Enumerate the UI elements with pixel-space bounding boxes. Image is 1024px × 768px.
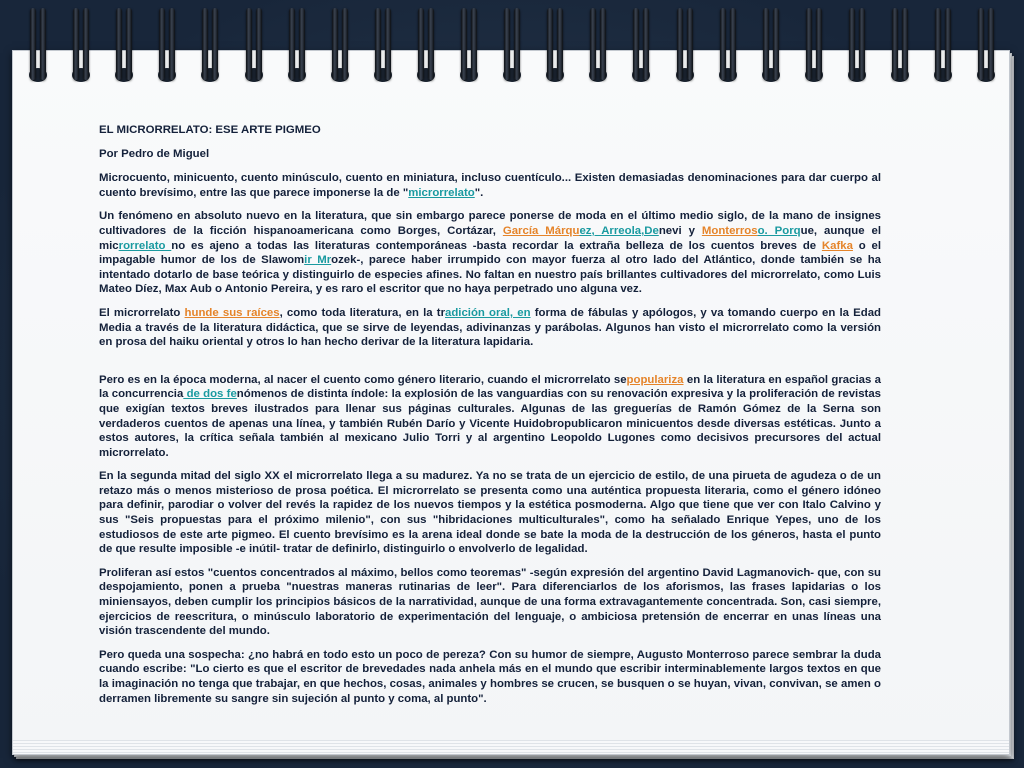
paragraph-5: En la segunda mitad del siglo XX el microrrelato llega a su madurez. Ya no se trata de un ejercicio de estilo, de una pirueta de agudeza o de un retazo más o menos misterioso de prosa poética. El microrrelato se presenta como una auténtica propuesta literaria, como el género idóneo para definir, parodiar o volver del revés la rapidez de los nuevos tiempos y la estética posmoderna. Algo que tiene que ver con Italo Calvino y sus "Seis propuestas para el próximo milenio", con sus "hibridaciones multiculturales", como ha señalado Enrique Yepes, uno de los estudiosos de este arte pigmeo. El cuento brevísimo es la arena ideal donde se bate la moda de la destrucción de los géneros, hasta el punto de que resulte imposible -e inútil- tratar de definirlo, distinguirlo o envolverlo de legalidad. bbox=[99, 470, 881, 556]
link-tradicion-oral[interactable]: adición oral, en bbox=[445, 306, 531, 319]
text-run: ue, aunque el mic bbox=[99, 224, 881, 252]
link-mrozek[interactable]: ir Mr bbox=[304, 254, 332, 267]
spiral-binding-ring-icon bbox=[890, 8, 910, 92]
spiral-binding-ring-icon bbox=[373, 8, 393, 92]
link-microrrelato[interactable]: microrrelato bbox=[408, 186, 475, 199]
spiral-binding-ring-icon bbox=[200, 8, 220, 92]
spiral-binding-ring-icon bbox=[287, 8, 307, 92]
link-porque[interactable]: o. Porq bbox=[757, 224, 801, 237]
spiral-binding-ring-icon bbox=[804, 8, 824, 92]
spiral-binding-ring-icon bbox=[114, 8, 134, 92]
spiral-binding-ring-icon bbox=[244, 8, 264, 92]
paragraph-6: Proliferan así estos "cuentos concentrados al máximo, bellos como teoremas" -según expresión del argentino David Lagmanovich- que, con su despojamiento, ponen a prueba "nuestras maneras rutinarias de leer". Para diferenciarlos de los aforismos, las frases lapidarias o los miniensayos, deben cumplir los principios básicos de la narratividad, aunque de una forma extravagantemente concentrada. Son, casi siempre, ejercicios de reescritura, o minúsculo laboratorio de experimentación del lenguaje, o ambiciosa pretensión de encerrar en unas líneas una visión trascendente del mundo. bbox=[99, 566, 881, 638]
text-run: ". bbox=[474, 186, 484, 199]
text-run: Microcuento, minicuento, cuento minúsculo, cuento en miniatura, incluso cuentículo... Existen demasiadas denominaciones para dar cuerpo al cuento brevísimo, entre las que parece imponerse la de " bbox=[99, 172, 881, 199]
paragraph-1 bbox=[99, 171, 881, 200]
spiral-binding-ring-icon bbox=[545, 8, 565, 92]
spiral-binding-ring-icon bbox=[416, 8, 436, 92]
spiral-binding-ring-icon bbox=[847, 8, 867, 92]
spacer bbox=[99, 359, 881, 373]
text-run: ozek-, parece haber irrumpido con mayor fuerza al otro lado del Atlántico, donde también se ha intentado dotarlo de base teórica y distinguirlo de especies afines. No faltan en nuestro país brillantes cultivadores del microrrelato, como Luis Mateo Díez, Max Aub o Antonio Pereira, y es raro el escritor que no haya perpetrado uno alguna vez. bbox=[99, 254, 881, 296]
spiral-binding-ring-icon bbox=[675, 8, 695, 92]
paragraph-4 bbox=[99, 373, 881, 461]
author-line: Por Pedro de Miguel bbox=[99, 147, 210, 160]
link-garcia-marquez[interactable]: García Márqu bbox=[502, 224, 580, 237]
spiral-binding-ring-icon bbox=[718, 8, 738, 92]
spiral-binding-ring-icon bbox=[28, 8, 48, 92]
spiral-binding-ring-icon bbox=[933, 8, 953, 92]
text-run: nómenos de distinta índole: la explosión de las vanguardias con su renovación expresiva y la proliferación de revistas que exigían textos breves ilustrados para llenar sus páginas culturales. Algunas de las greguerías de Ramón Gómez de la Serna son verdaderos cuentos de apenas una línea, y también Rubén Darío y Vicente Huidobropublicaron minicuentos desde diversas estéticas. Junto a estos autores, la crítica señala también al mexicano Julio Torri y al argentino Leopoldo Lugones como decisivos precursores del actual microrrelato. bbox=[99, 388, 881, 459]
link-de-dos-fenomenos[interactable]: de dos fe bbox=[183, 388, 237, 401]
link-arreola[interactable]: ez, Arreola,De bbox=[579, 224, 659, 237]
paragraph-2 bbox=[99, 209, 881, 297]
spiral-binding-ring-icon bbox=[631, 8, 651, 92]
paragraph-7: Pero queda una sospecha: ¿no habrá en todo esto un poco de pereza? Con su humor de siempre, Augusto Monterroso parece sembrar la duda cuando escribe: "Lo cierto es que el escritor de brevedades nada anhela más en el mundo que escribir interminablemente largos textos en que la imaginación no tenga que trabajar, en que hechos, cosas, animales y hombres se crucen, se busquen o se huyan, vivan, convivan, se amen o derramen libremente su sangre sin sujeción al punto y coma, al punto". bbox=[99, 648, 881, 705]
text-run: , como toda literatura, en la tr bbox=[279, 306, 446, 319]
spiral-binding-ring-icon bbox=[71, 8, 91, 92]
link-monterroso[interactable]: Monterros bbox=[701, 224, 758, 237]
spiral-binding-ring-icon bbox=[157, 8, 177, 92]
spiral-binding bbox=[0, 8, 1024, 92]
spiral-binding-ring-icon bbox=[459, 8, 479, 92]
spiral-binding-ring-icon bbox=[976, 8, 996, 92]
paragraph-3 bbox=[99, 306, 881, 350]
text-run: en la literatura en español gracias a la concurrencia bbox=[99, 373, 881, 401]
article bbox=[99, 123, 881, 715]
page-title: EL MICRORRELATO: ESE ARTE PIGMEO bbox=[99, 124, 321, 136]
spiral-binding-ring-icon bbox=[761, 8, 781, 92]
text-run: forma de fábulas y apólogos, y va tomando cuerpo en la Edad Media a través de la literatura didáctica, que se sirve de leyendas, adivinanzas y parábolas. Algunos han visto el microrrelato como la versión en prosa del haiku oriental y otros lo han hecho derivar de la literatura lapidaria. bbox=[99, 306, 882, 349]
text-run: no es ajeno a todas las literaturas contemporáneas -basta recordar la extraña belleza de los cuentos breves de bbox=[171, 239, 822, 252]
spiral-binding-ring-icon bbox=[330, 8, 350, 92]
spiral-binding-ring-icon bbox=[502, 8, 522, 92]
link-rorrelato[interactable]: rorrelato bbox=[118, 239, 172, 252]
text-run: Pero es en la época moderna, al nacer el cuento como género literario, cuando el microrrelato se bbox=[99, 373, 627, 386]
link-hunde-sus-raices[interactable]: hunde sus raíces bbox=[184, 306, 280, 319]
link-kafka[interactable]: Kafka bbox=[821, 239, 853, 252]
text-run: o el impagable humor de los de Slawom bbox=[99, 239, 881, 267]
link-populariza[interactable]: populariza bbox=[626, 373, 684, 386]
text-run: Un fenómeno en absoluto nuevo en la literatura, que sin embargo parece ponerse de moda en el último medio siglo, de la mano de insignes cultivadores de la ficción hispanoamericana como Borges, Cortázar, bbox=[99, 210, 881, 237]
text-run: nevi y bbox=[658, 224, 702, 237]
text-run: El microrrelato bbox=[99, 306, 185, 319]
page-edge-lines bbox=[13, 740, 1009, 754]
spiral-binding-ring-icon bbox=[588, 8, 608, 92]
